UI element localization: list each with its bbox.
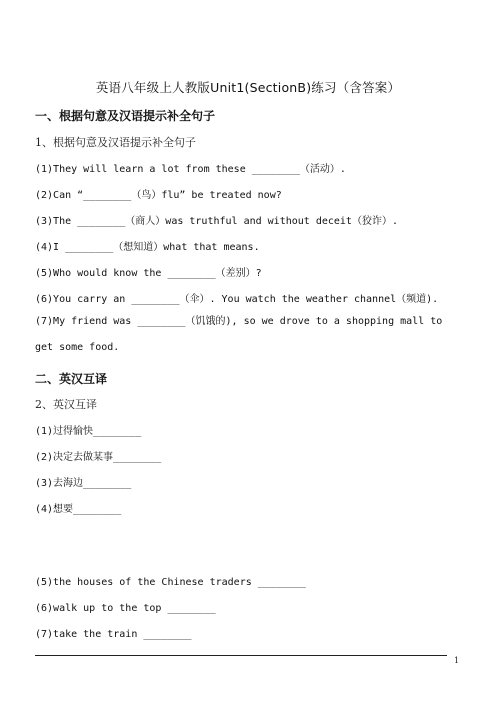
exercise-2-item-3: (3)去海边________ (35, 478, 132, 489)
section-2-heading: 二、英汉互译 (35, 372, 108, 386)
exercise-1-item-5: (5)Who would know the ________（差别）? (35, 268, 262, 279)
page-number: 1 (454, 656, 460, 665)
exercise-1-item-4: (4)I ________（想知道）what that means. (35, 242, 260, 253)
footer-divider (35, 655, 447, 656)
exercise-2-item-5: (5)the houses of the Chinese traders ________ (35, 577, 306, 588)
exercise-1-item-3: (3)The ________（商人）was truthful and without deceit（狡诈）. (35, 216, 398, 227)
exercise-1-item-1: (1)They will learn a lot from these ________（活动）. (35, 164, 346, 175)
exercise-1-item-7: (7)My friend was ________（饥饿的), so we drove to a shopping mall to get some food. (35, 316, 443, 353)
exercise-1-item-2: (2)Can “________（鸟）flu” be treated now? (35, 190, 282, 201)
exercise-2-item-1: (1)过得愉快________ (35, 426, 142, 437)
exercise-2-item-2: (2)决定去做某事________ (35, 452, 162, 463)
section-2-subheading: 2、英汉互译 (35, 398, 97, 411)
exercise-2-item-6: (6)walk up to the top ________ (35, 603, 216, 614)
page-title: 英语八年级上人教版Unit1(SectionB)练习（含答案） (95, 80, 401, 95)
section-1-heading: 一、根据句意及汉语提示补全句子 (35, 109, 216, 123)
section-1-subheading: 1、根据句意及汉语提示补全句子 (35, 136, 196, 149)
exercise-2-item-4: (4)想要________ (35, 504, 122, 515)
exercise-2-item-7: (7)take the train ________ (35, 629, 192, 640)
exercise-1-item-6: (6)You carry an ________（伞）. You watch the weather channel（频道). (35, 294, 439, 305)
